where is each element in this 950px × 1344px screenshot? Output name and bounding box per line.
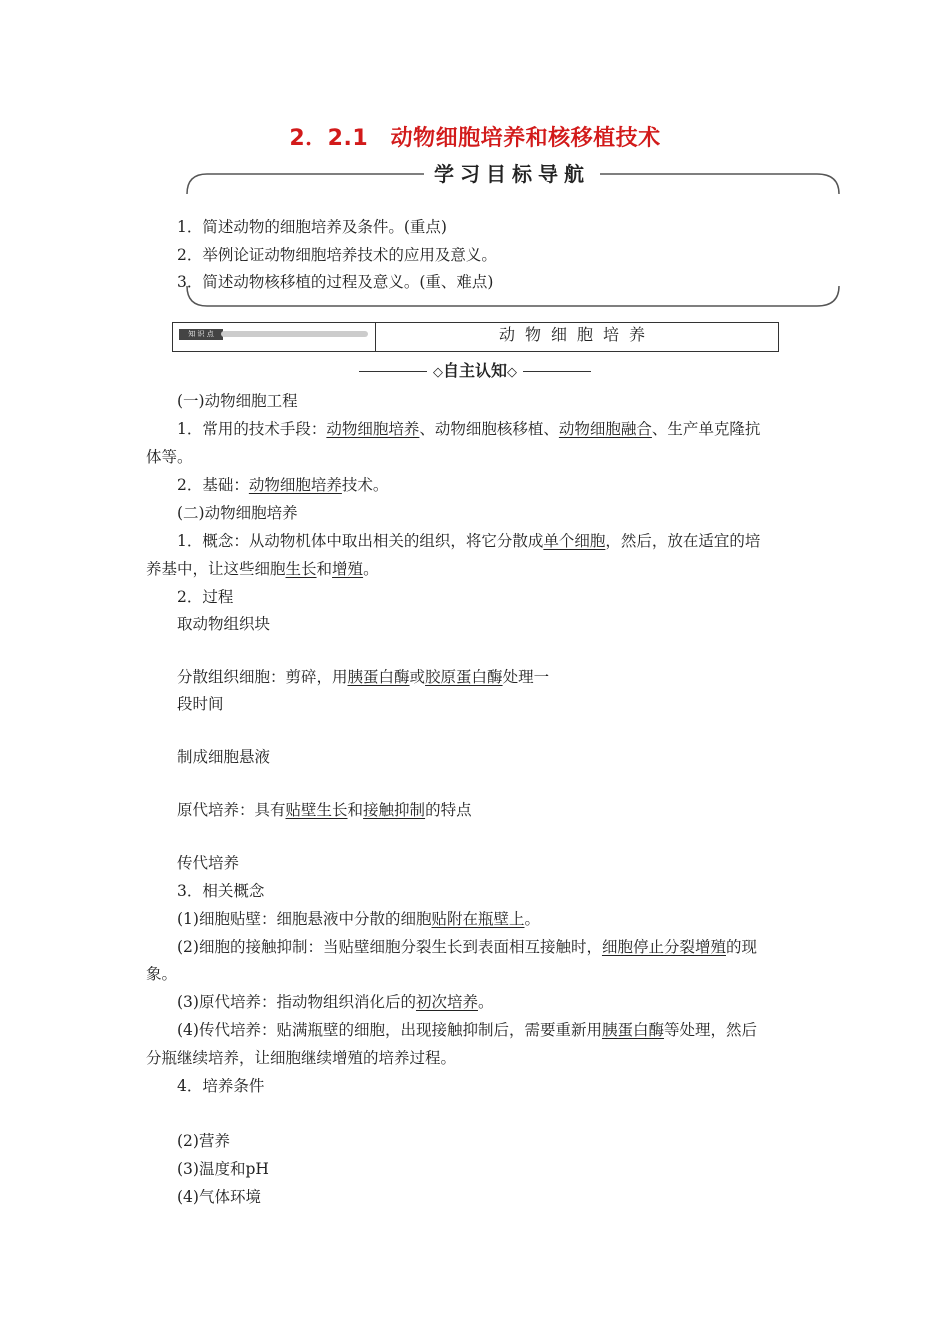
paragraph: 1．常用的技术手段：动物细胞培养、动物细胞核移植、动物细胞融合、生产单克隆抗 xyxy=(177,420,761,438)
process-step: 分散组织细胞：剪碎，用胰蛋白酶或胶原蛋白酶处理一 xyxy=(177,668,550,686)
sub-heading: ◇自主认知◇ xyxy=(0,358,950,381)
paragraph: 象。 xyxy=(146,965,178,983)
section-title: 动物细胞培养 xyxy=(498,325,655,344)
section-tag-label: 知 识 点 xyxy=(179,329,223,340)
paragraph: 1．概念：从动物机体中取出相关的组织，将它分散成单个细胞，然后，放在适宜的培 xyxy=(177,532,761,550)
page-title: 2．2.1 动物细胞培养和核移植技术 xyxy=(289,126,661,151)
paragraph: 3．相关概念 xyxy=(177,882,265,900)
sub-heading-text: 自主认知 xyxy=(442,361,507,380)
paragraph: (2)细胞的接触抑制：当贴壁细胞分裂生长到表面相互接触时，细胞停止分裂增殖的现 xyxy=(177,938,757,956)
tag-bar xyxy=(221,331,368,337)
goals-list xyxy=(177,214,497,297)
goal-item: 1．简述动物的细胞培养及条件。(重点) xyxy=(177,218,447,236)
paragraph: 分瓶继续培养，让细胞继续增殖的培养过程。 xyxy=(146,1049,457,1067)
paragraph: (3)原代培养：指动物组织消化后的初次培养。 xyxy=(177,993,494,1011)
paragraph: (4)传代培养：贴满瓶壁的细胞，出现接触抑制后，需要重新用胰蛋白酶等处理，然后 xyxy=(177,1021,757,1039)
process-step: 制成细胞悬液 xyxy=(177,748,271,766)
paragraph: 养基中，让这些细胞生长和增殖。 xyxy=(146,560,379,578)
condition-item: (3)温度和pH xyxy=(177,1160,269,1178)
process-step: 段时间 xyxy=(177,695,224,713)
paragraph: 2．基础：动物细胞培养技术。 xyxy=(177,476,389,494)
process-step: 原代培养：具有贴壁生长和接触抑制的特点 xyxy=(177,801,472,819)
paragraph: (一)动物细胞工程 xyxy=(177,392,298,410)
process-step: 传代培养 xyxy=(177,854,240,872)
section-tag xyxy=(173,323,376,351)
paragraph: (二)动物细胞培养 xyxy=(177,504,298,522)
goal-item: 3．简述动物核移植的过程及意义。(重、难点) xyxy=(177,273,494,291)
paragraph: (1)细胞贴壁：细胞悬液中分散的细胞贴附在瓶壁上。 xyxy=(177,910,540,928)
condition-item: (2)营养 xyxy=(177,1132,230,1150)
process-step: 取动物组织块 xyxy=(177,615,271,633)
paragraph: 4．培养条件 xyxy=(177,1077,265,1095)
paragraph: 体等。 xyxy=(146,448,193,466)
goals-heading: 学习目标导航 xyxy=(424,158,600,187)
section-header xyxy=(172,322,779,352)
condition-item: (4)气体环境 xyxy=(177,1188,261,1206)
paragraph: 2．过程 xyxy=(177,588,234,606)
goal-item: 2．举例论证动物细胞培养技术的应用及意义。 xyxy=(177,245,497,264)
